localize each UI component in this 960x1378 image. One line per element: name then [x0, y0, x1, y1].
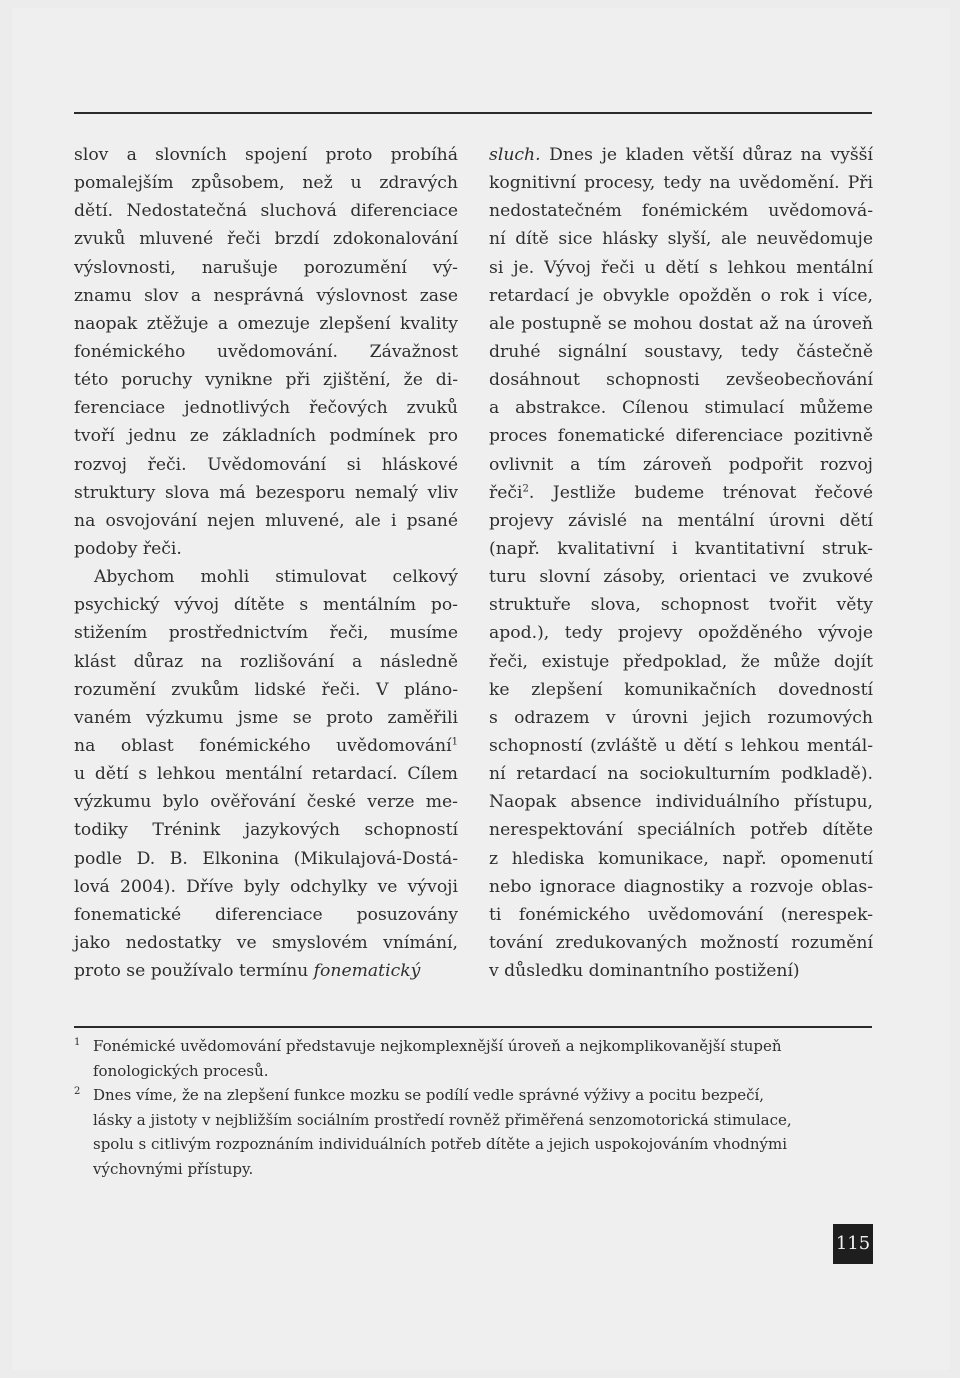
text-line: ferenciace jednotlivých řečových zvuků — [74, 398, 458, 419]
footnote-number: 2 — [74, 1086, 81, 1097]
text-line: řeči, existuje předpoklad, že může dojít — [489, 651, 873, 672]
text-line: výslovnosti, narušuje porozumění vý- — [74, 257, 458, 278]
text-line: ti fonémického uvědomování (nerespek- — [489, 904, 873, 925]
footnote — [74, 1034, 874, 1083]
text-line: psychický vývoj dítěte s mentálním po- — [74, 595, 458, 616]
text-line: nedostatečném fonémickém uvědomová- — [489, 201, 873, 222]
text-line: jako nedostatky ve smyslovém vnímání, — [74, 932, 458, 953]
text-line: znamu slov a nesprávná výslovnost zase — [74, 285, 458, 306]
text-line: zvuků mluvené řeči brzdí zdokonalování — [74, 229, 458, 250]
text-line: podle D. B. Elkonina (Mikulajová-Dostá- — [74, 848, 458, 869]
text-line: a abstrakce. Cílenou stimulací můžeme — [489, 398, 873, 419]
text-line: turu slovní zásoby, orientaci ve zvukové — [489, 567, 873, 588]
text-line: vaném výzkumu jsme se proto zaměřili — [74, 707, 458, 728]
text-line: todiky Trénink jazykových schopností — [74, 820, 458, 841]
footnote-reference: 1 — [451, 736, 458, 748]
text-line: nerespektování speciálních potřeb dítěte — [489, 820, 873, 841]
text-line: fonémického uvědomování. Závažnost — [74, 341, 458, 362]
text-line: (např. kvalitativní i kvantitativní struk- — [489, 538, 873, 559]
text-line: lová 2004). Dříve byly odchylky ve vývoji — [74, 876, 458, 897]
footnotes — [74, 1034, 874, 1181]
text-line: Abychom mohli stimulovat celkový — [94, 567, 458, 588]
text-line: této poruchy vynikne při zjištění, že di- — [74, 370, 458, 391]
text-line: naopak ztěžuje a omezuje zlepšení kvality — [74, 313, 458, 334]
text-line: s odrazem v úrovni jejich rozumových — [489, 707, 873, 728]
text-line: ní dítě sice hlásky slyší, ale neuvědomuje — [489, 229, 873, 250]
footnote-line: fonologických procesů. — [93, 1061, 269, 1080]
text-line: klást důraz na rozlišování a následně — [74, 651, 458, 672]
text-line: ovlivnit a tím zároveň podpořit rozvoj — [489, 454, 873, 475]
italic-term: sluch. — [489, 145, 541, 165]
text-line: proces fonematické diferenciace pozitivně — [489, 426, 873, 447]
text-line: rozvoj řeči. Uvědomování si hláskové — [74, 454, 458, 475]
text-line: v důsledku dominantního postižení) — [489, 961, 800, 982]
text-line: fonematické diferenciace posuzovány — [74, 904, 458, 925]
footnote-line: lásky a jistoty v nejbližším sociálním prostředí rovněž přiměřená senzomotorická stimulace, — [93, 1110, 792, 1129]
text-line: druhé signální soustavy, tedy částečně — [489, 341, 873, 362]
text-line: proto se používalo termínu fonematický — [74, 961, 421, 982]
footnote-line: Dnes víme, že na zlepšení funkce mozku se podílí vedle správné výživy a pocitu bezpečí, — [93, 1086, 765, 1104]
text-line: výzkumu bylo ověřování české verze me- — [74, 792, 458, 813]
text-line: ke zlepšení komunikačních dovedností — [489, 679, 873, 700]
text-line: na oblast fonémického uvědomování$^1$ — [74, 735, 458, 756]
text-line: dětí. Nedostatečná sluchová diferenciace — [74, 201, 458, 222]
footnote-line: výchovnými přístupy. — [93, 1159, 254, 1178]
text-line: slov a slovních spojení proto probíhá — [74, 145, 458, 165]
text-line: u dětí s lehkou mentální retardací. Cílem — [74, 764, 458, 785]
italic-term: fonematický — [313, 961, 421, 982]
text-line: Naopak absence individuálního přístupu, — [489, 792, 873, 813]
right-text-column — [489, 141, 873, 985]
text-line: podoby řeči. — [74, 538, 182, 559]
text-line: tvoří jednu ze základních podmínek pro — [74, 426, 458, 447]
footnote-number: 1 — [74, 1037, 81, 1048]
footnote — [74, 1083, 874, 1181]
footnote-rule — [74, 1026, 872, 1028]
text-line: na osvojování nejen mluvené, ale i psané — [74, 510, 458, 531]
text-line: z hlediska komunikace, např. opomenutí — [489, 848, 873, 869]
text-line: schopností (zvláště u dětí s lehkou mentál- — [489, 735, 873, 756]
text-line: sluch. Dnes je kladen větší důraz na vyšší — [489, 145, 873, 165]
left-text-column — [74, 141, 458, 985]
text-line: kognitivní procesy, tedy na uvědomění. Při — [489, 173, 873, 194]
text-line: struktuře slova, schopnost tvořit věty — [489, 595, 873, 616]
text-line: ale postupně se mohou dostat až na úroveň — [489, 313, 873, 334]
page-number: 115 — [833, 1224, 873, 1264]
text-line: stižením prostřednictvím řeči, musíme — [74, 623, 458, 644]
footnote-line: Fonémické uvědomování představuje nejkomplexnější úroveň a nejkomplikovanější stupeň — [93, 1037, 782, 1055]
footnote-reference: 2 — [522, 482, 529, 494]
text-line: ní retardací na sociokulturním podkladě). — [489, 764, 873, 785]
text-line: dosáhnout schopnosti zevšeobecňování — [489, 370, 873, 391]
text-line: nebo ignorace diagnostiky a rozvoje oblas- — [489, 876, 873, 897]
text-line: rozumění zvukům lidské řeči. V pláno- — [74, 679, 458, 700]
text-line: retardací je obvykle opožděn o rok i více, — [489, 285, 873, 306]
text-line: tování zredukovaných možností rozumění — [489, 932, 873, 953]
text-line: apod.), tedy projevy opožděného vývoje — [489, 623, 873, 644]
text-line: řeči$^2$. Jestliže budeme trénovat řečové — [489, 482, 873, 503]
footnote-line: spolu s citlivým rozpoznáním individuálních potřeb dítěte a jejich uspokojováním vhodnými — [93, 1135, 788, 1153]
text-line: pomalejším způsobem, než u zdravých — [74, 173, 458, 194]
text-line: projevy závislé na mentální úrovni dětí — [489, 510, 873, 531]
header-rule — [74, 112, 872, 114]
text-line: struktury slova má bezesporu nemalý vliv — [74, 482, 458, 503]
text-line: si je. Vývoj řeči u dětí s lehkou mentální — [489, 257, 873, 278]
